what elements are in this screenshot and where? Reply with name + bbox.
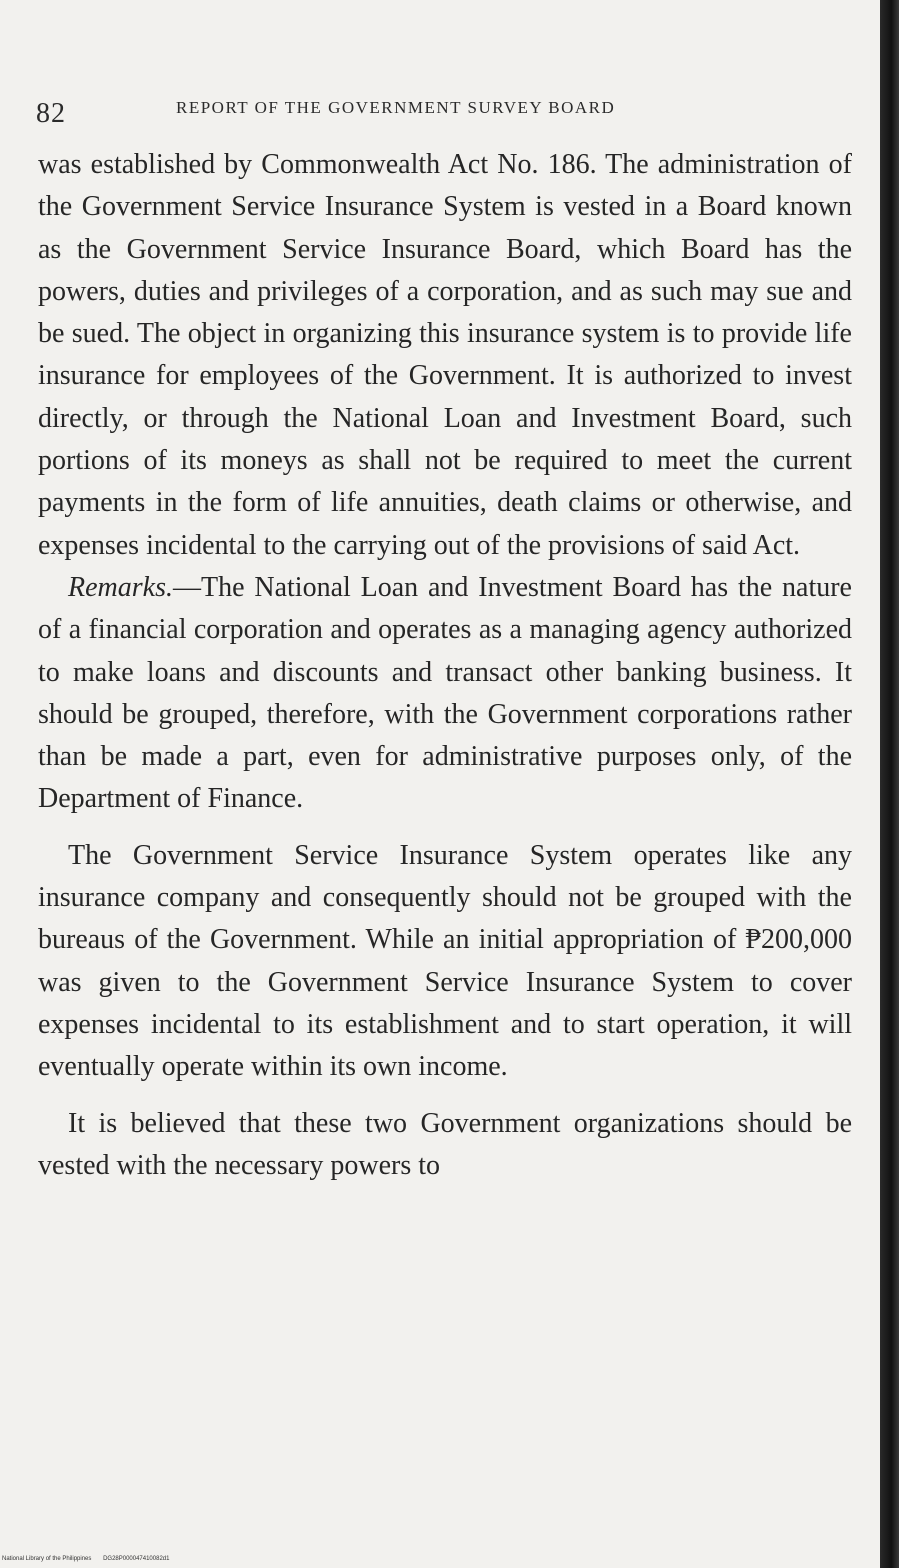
paragraph-insurance-system — [38, 835, 852, 1089]
paragraph-conclusion — [38, 1103, 852, 1188]
page-header — [36, 92, 856, 132]
remarks-lead: Remarks. — [68, 571, 173, 603]
paragraph-text: The Government Service Insurance System operates like any insurance company and consequently should not be grouped with the bureaus of the Government. While an initial appropriation of ₱200,000 was given to the Government Service Insurance System to cover expenses incidental to its establishment and to start operation, it will eventually operate within its own income. — [38, 839, 852, 1083]
paragraph-remarks — [38, 567, 852, 821]
paragraph-text: was established by Commonwealth Act No. 186. The administration of the Government Service Insurance System is vested in a Board known as the Government Service Insurance Board, which Board has the powers, duties and privileges of a corporation, and as such may sue and be sued. The object in organizing this insurance system is to provide life insurance for employees of the Government. It is authorized to invest directly, or through the National Loan and Investment Board, such portions of its moneys as shall not be required to meet the current payments in the form of life annuities, death claims or otherwise, and expenses incidental to the carrying out of the provisions of said Act. — [38, 149, 852, 561]
footer-identifier: DG28P000047410082d1 — [103, 1556, 170, 1562]
book-spine-shadow — [880, 0, 899, 1568]
paragraph-continuation — [38, 144, 852, 567]
running-head: REPORT OF THE GOVERNMENT SURVEY BOARD — [176, 98, 616, 117]
paragraph-text: —The National Loan and Investment Board has the nature of a financial corporation and operates as a managing agency authorized to make loans and discounts and transact other banking business. It should be grouped, therefore, with the Government corporations rather than be made a part, even for administrative purposes only, of the Department of Finance. — [38, 571, 852, 815]
page-number: 82 — [36, 98, 66, 129]
scan-footer — [2, 1556, 169, 1562]
body-text — [38, 144, 852, 1187]
paragraph-text: It is believed that these two Government organizations should be vested with the necessary powers to — [38, 1107, 852, 1181]
footer-library: National Library of the Philippines — [2, 1556, 92, 1562]
